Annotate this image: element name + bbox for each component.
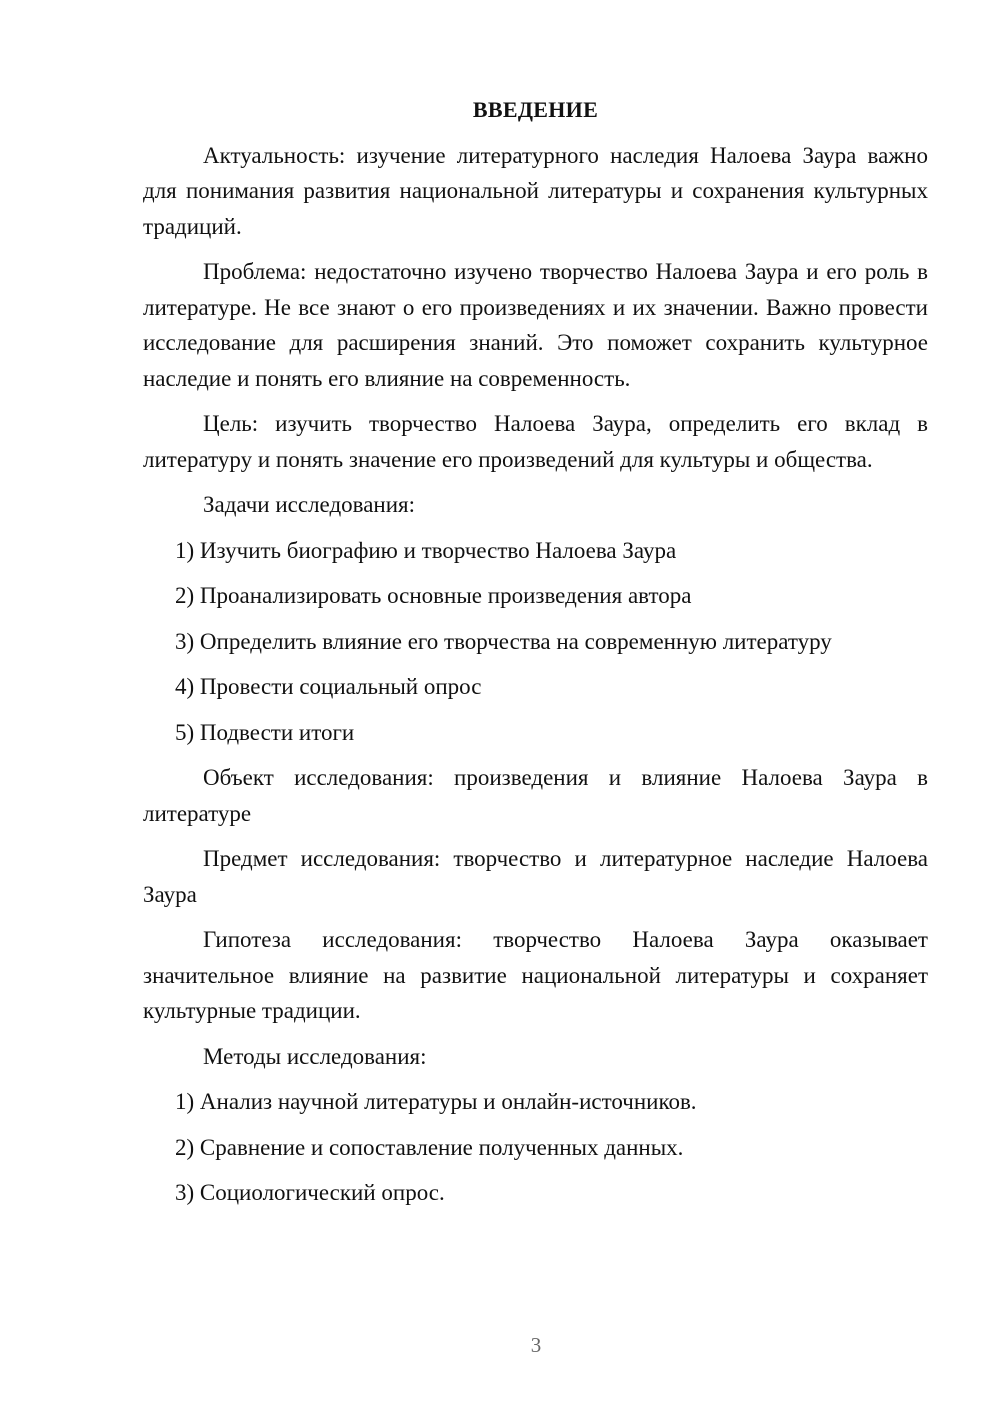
document-body	[143, 92, 928, 1221]
hypothesis-paragraph: Гипотеза исследования: творчество Налоева Заура оказывает значительное влияние на развитие национальной литературы и сохраняет культурные традиции.	[143, 927, 928, 1023]
section-title: ВВЕДЕНИЕ	[472, 97, 599, 122]
subject-paragraph: Предмет исследования: творчество и литературное наследие Налоева Заура	[143, 846, 928, 907]
relevance-paragraph: Актуальность: изучение литературного наследия Налоева Заура важно для понимания развития национальной литературы и сохранения культурных традиций.	[143, 142, 928, 239]
object-paragraph: Объект исследования: произведения и влияние Налоева Заура в литературе	[143, 765, 928, 826]
tasks-heading: Задачи исследования:	[203, 492, 416, 517]
page-number: 3	[530, 1333, 542, 1357]
method-item: 2) Сравнение и сопоставление полученных данных.	[175, 1134, 684, 1160]
methods-list	[143, 1084, 928, 1211]
tasks-list	[143, 533, 928, 751]
task-item: 2) Проанализировать основные произведения автора	[175, 583, 692, 608]
task-item: 5) Подвести итоги	[175, 719, 355, 745]
problem-paragraph: Проблема: недостаточно изучено творчество Налоева Заура и его роль в литературе. Не все знают о его произведениях и их значении. Важно провести исследование для расширения знаний. Это поможет сохранить культурное наследие и понять его влияние на современность.	[143, 259, 928, 391]
task-item: 3) Определить влияние его творчества на современную литературу	[175, 628, 832, 654]
task-item: 4) Провести социальный опрос	[175, 674, 482, 699]
method-item: 3) Социологический опрос.	[175, 1180, 445, 1205]
method-item: 1) Анализ научной литературы и онлайн-источников.	[175, 1089, 697, 1114]
goal-paragraph: Цель: изучить творчество Налоева Заура, определить его вклад в литературу и понять значение его произведений для культуры и общества.	[143, 411, 928, 472]
methods-heading: Методы исследования:	[203, 1043, 427, 1069]
task-item: 1) Изучить биографию и творчество Налоева Заура	[175, 537, 677, 563]
